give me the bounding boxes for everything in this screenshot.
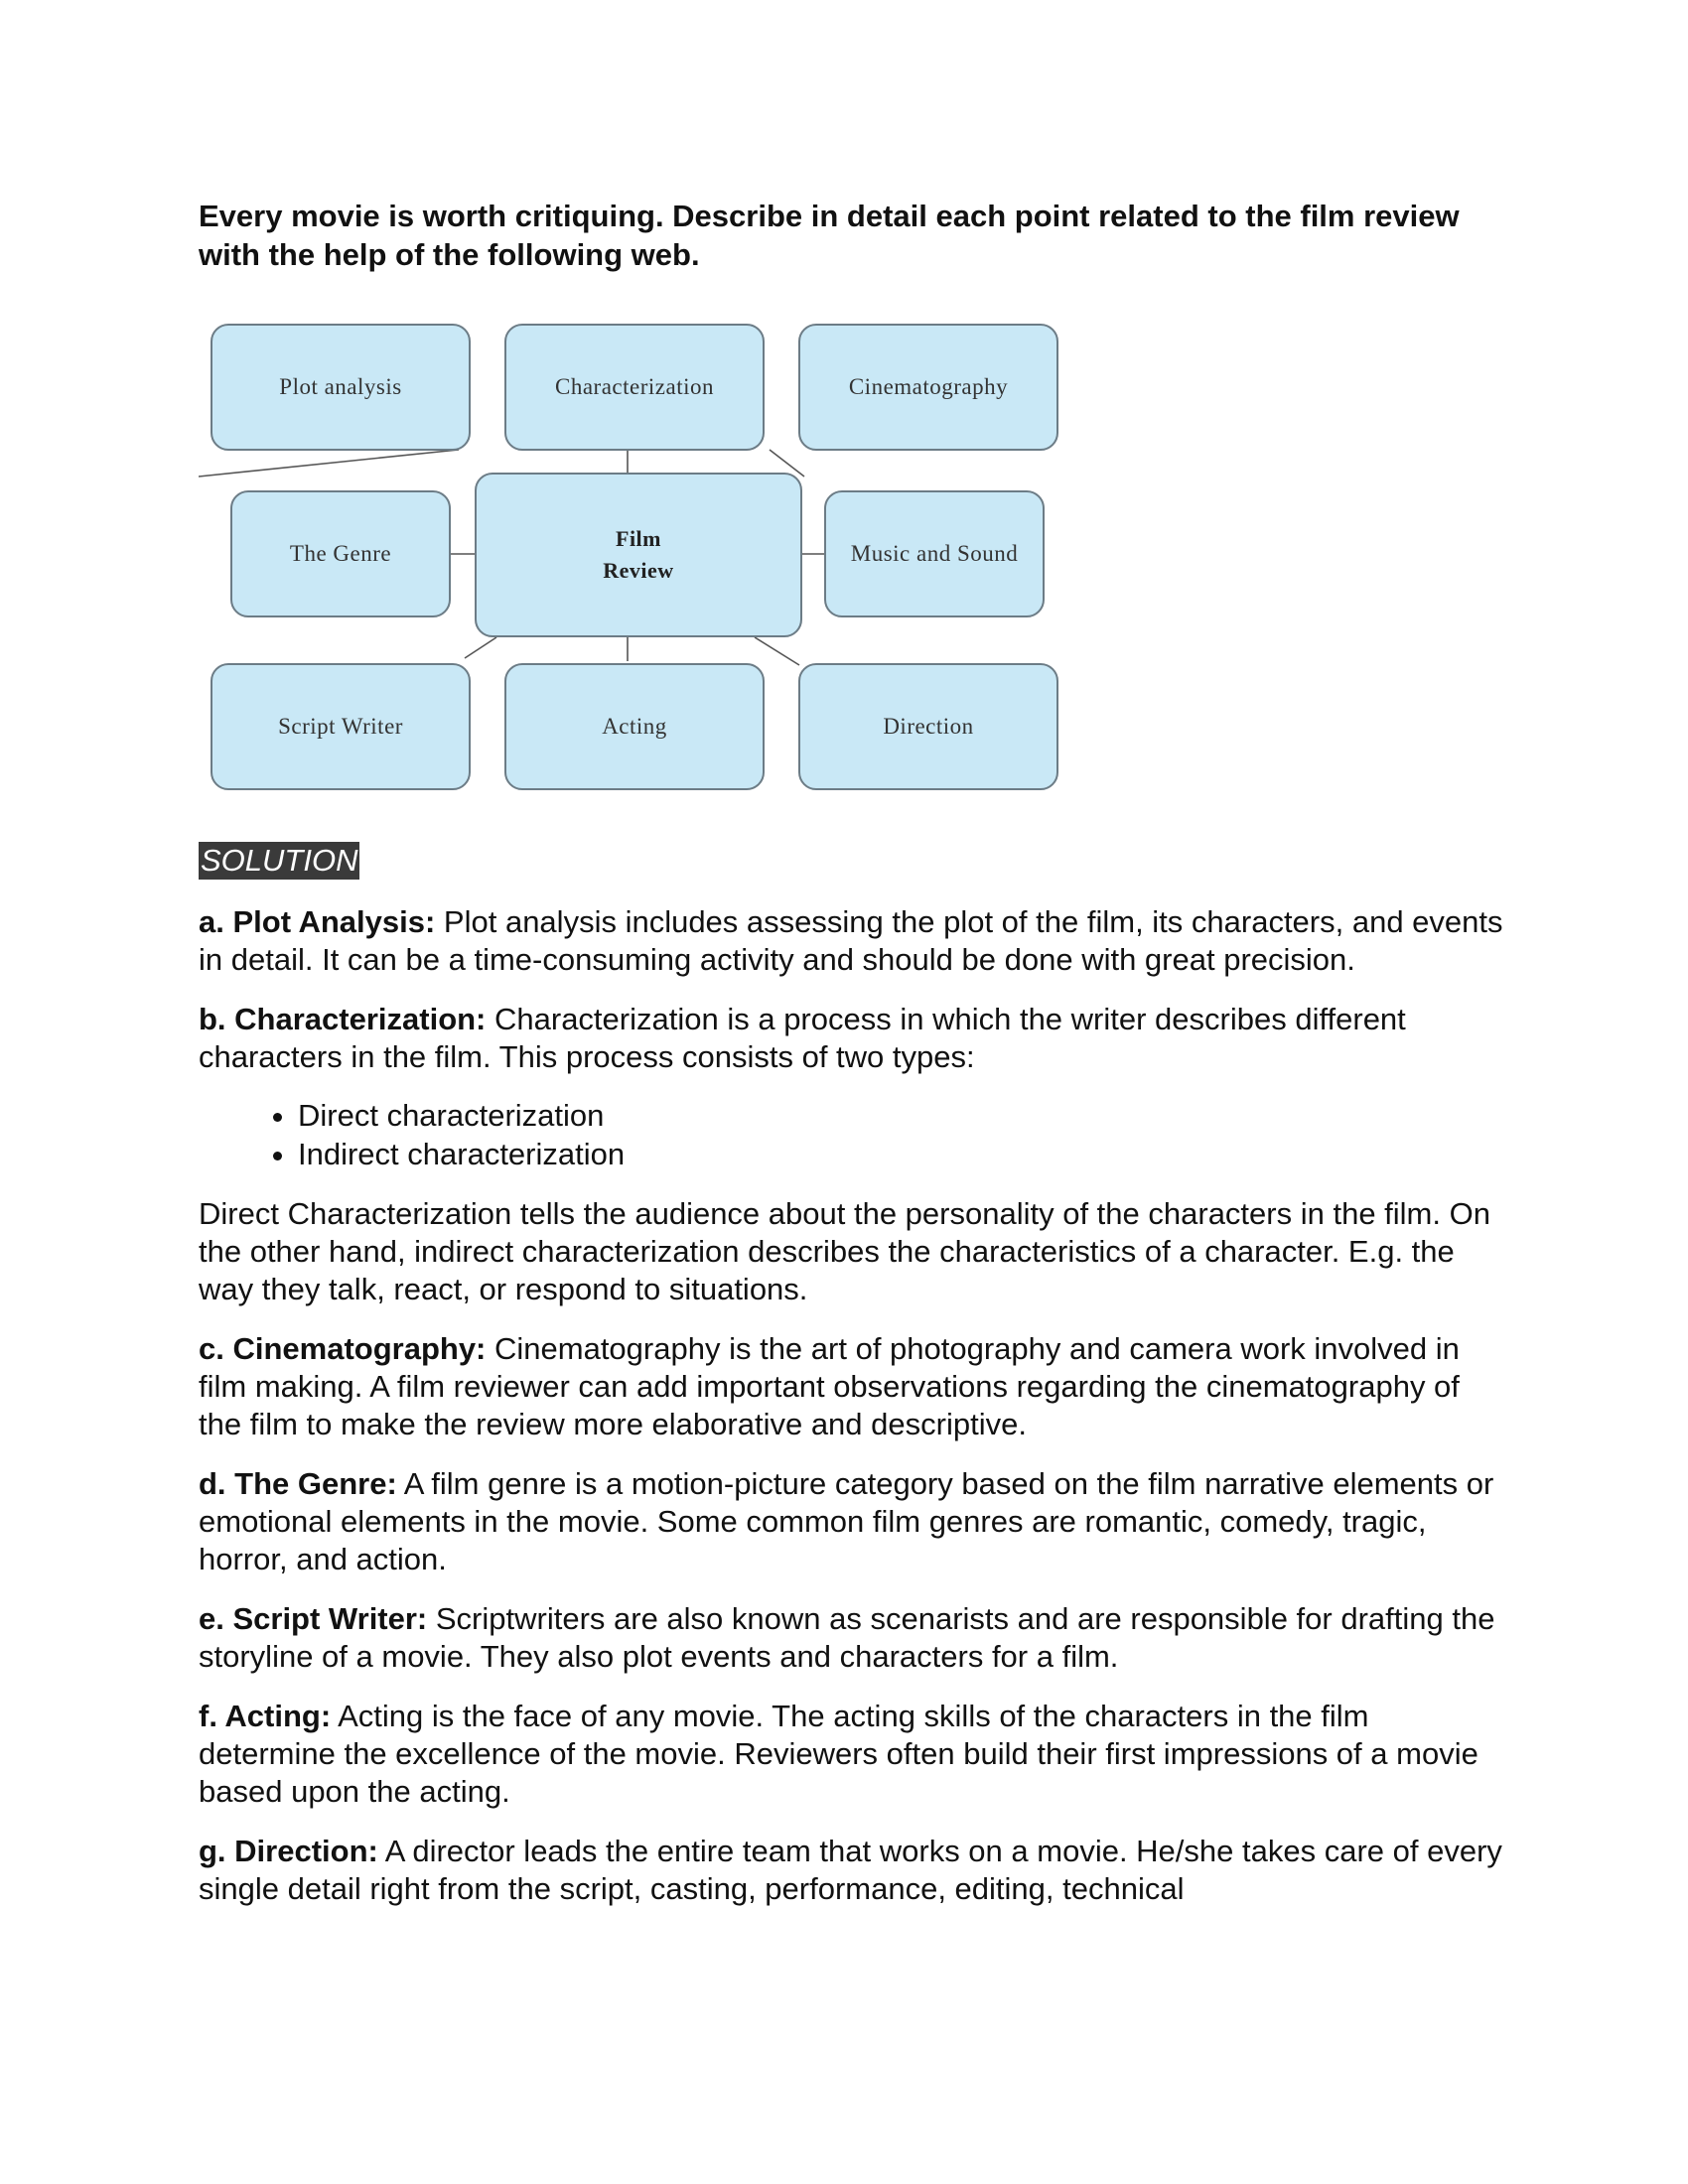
list-item: • Direct characterization: [298, 1096, 1509, 1135]
section-plot-analysis: [199, 903, 1509, 979]
connector-script: [465, 637, 496, 658]
section-text: A film genre is a motion-picture category based on the film narrative elements or emotional elements in the movie. Some common film genres are romantic, comedy, tragic, horror, and action.: [199, 1466, 1494, 1576]
node-music-and-sound: Music and Sound: [824, 490, 1045, 617]
center-label-line2: Review: [603, 558, 674, 583]
section-text: Scriptwriters are also known as scenarists and are responsible for drafting the storyline of a movie. They also plot events and characters for a film.: [199, 1601, 1495, 1674]
node-acting: Acting: [504, 663, 765, 790]
node-film-review: [475, 473, 802, 637]
solution-content: [199, 903, 1509, 1930]
section-text: Acting is the face of any movie. The acting skills of the characters in the film determine the excellence of the movie. Reviewers often build their first impressions of a movie based upon the acting.: [199, 1699, 1478, 1809]
film-review-web-diagram: [199, 316, 1072, 802]
section-heading: a. Plot Analysis:: [199, 904, 436, 939]
section-direction: [199, 1833, 1509, 1908]
section-the-genre: [199, 1465, 1509, 1578]
node-cinematography: Cinematography: [798, 324, 1058, 451]
section-text: A director leads the entire team that works on a movie. He/she takes care of every single detail right from the script, casting, performance, editing, technical: [199, 1834, 1502, 1906]
section-heading: f. Acting:: [199, 1699, 332, 1733]
list-item: • Indirect characterization: [298, 1135, 1509, 1173]
connector-direction: [755, 637, 799, 665]
section-text: Plot analysis includes assessing the plot of the film, its characters, and events in detail. It can be a time-consuming activity and should be done with great precision.: [199, 904, 1503, 977]
characterization-types-list: [199, 1096, 1509, 1173]
center-label-line1: Film: [616, 526, 661, 551]
section-heading: g. Direction:: [199, 1834, 378, 1868]
question-text: Every movie is worth critiquing. Describe in detail each point related to the film review with the help of the following web.: [199, 199, 1460, 272]
connector-plot: [199, 450, 459, 477]
section-cinematography: [199, 1330, 1509, 1443]
solution-label: SOLUTION: [201, 843, 358, 878]
node-plot-analysis: Plot analysis: [211, 324, 471, 451]
section-characterization: [199, 1001, 1509, 1076]
section-text: Characterization is a process in which the writer describes different characters in the film. This process consists of two types:: [199, 1002, 1406, 1074]
section-heading: e. Script Writer:: [199, 1601, 428, 1636]
node-the-genre: The Genre: [230, 490, 451, 617]
section-heading: d. The Genre:: [199, 1466, 397, 1501]
section-heading: b. Characterization:: [199, 1002, 487, 1036]
section-text: Cinematography is the art of photography and camera work involved in film making. A film reviewer can add important observations regarding the cinematography of the film to make the review more elaborative and descriptive.: [199, 1331, 1460, 1441]
characterization-explanation: Direct Characterization tells the audience about the personality of the characters in the film. On the other hand, indirect characterization describes the characteristics of a character. E.g. the way they talk, react, or respond to situations.: [199, 1196, 1490, 1306]
node-direction: Direction: [798, 663, 1058, 790]
section-heading: c. Cinematography:: [199, 1331, 487, 1366]
section-acting: [199, 1698, 1509, 1811]
node-characterization: Characterization: [504, 324, 765, 451]
section-script-writer: [199, 1600, 1509, 1676]
node-script-writer: Script Writer: [211, 663, 471, 790]
